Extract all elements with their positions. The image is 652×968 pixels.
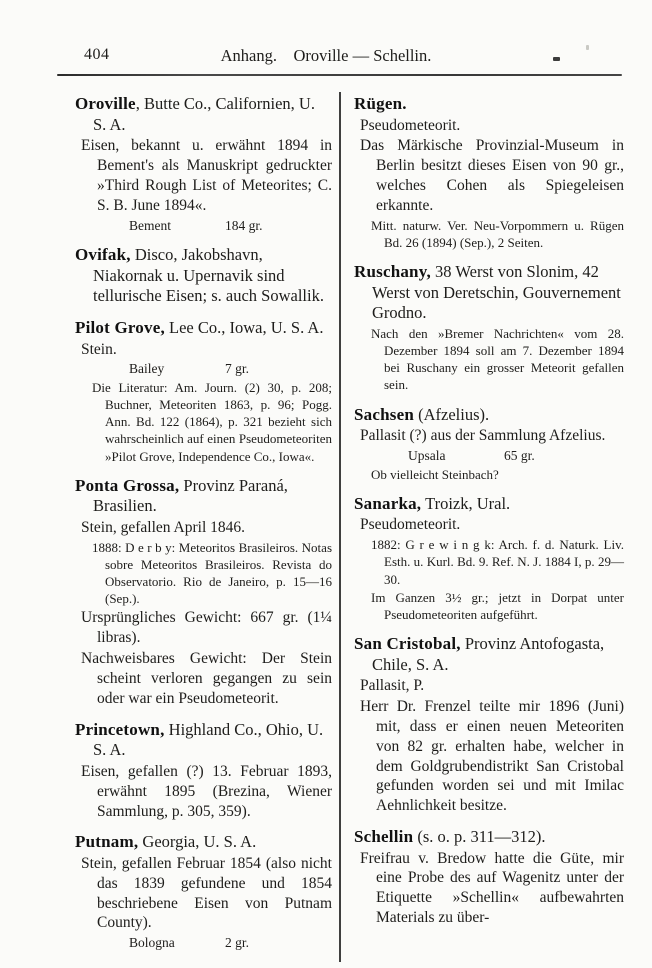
entry-heading [354, 404, 624, 426]
entry-body: Stein, gefallen Februar 1854 (also nicht das 1839 gefundene und 1854 beschriebene Eisen von Putnam County). [81, 854, 332, 932]
weight-value: 2 gr. [225, 935, 250, 951]
weight-value: 184 gr. [225, 217, 263, 233]
entry-note: Nach den »Bremer Nachrichten« vom 28. Dezember 1894 soll am 7. Dezember 1894 bei Ruschany ein grosser Meteorit gefallen sein. [371, 325, 624, 393]
right-column [354, 92, 624, 962]
entry-note: Im Ganzen 3½ gr.; jetzt in Dorpat unter Pseudometeoriten aufgeführt. [371, 589, 624, 622]
header-rule [57, 74, 622, 76]
page-number: 404 [84, 46, 110, 63]
entry-body: Pseudometeorit. [360, 516, 461, 534]
entry-note: Die Literatur: Am. Journ. (2) 30, p. 208; Buchner, Meteoriten 1863, p. 96; Pogg. Ann. Bd. 122 (1864), p. 321 bezieht sich wahrscheinlich auf einen Pseudometeoriten »Pilot Grove, Independence Co., Iowa«. [92, 379, 332, 464]
entry-heading [75, 475, 332, 517]
entry-body: Herr Dr. Frenzel teilte mir 1896 (Juni) mit, dass er einen neuen Meteoriten von 82 gr. erhalten habe, welcher in dem Goldgrubendistrikt San Cristobal gefunden worden sei und mit Imilac Aehnlichkeit besitze. [360, 698, 624, 815]
entry-body: Das Märkische Provinzial-Museum in Berlin besitzt dieses Eisen von 90 gr., welches Cohen als Spiegeleisen erkannte. [360, 137, 624, 214]
column-divider [339, 92, 341, 962]
entry-name: Princetown, [75, 719, 165, 739]
entry-body: Pallasit, P. [360, 677, 425, 695]
left-column [75, 92, 332, 962]
entry-locality: (Afzelius). [413, 404, 490, 424]
entry-locality: 38 Werst von Slonim, 42 Werst von Deretschin, Gouvernement Grodno. [372, 262, 621, 323]
entry-name: Oroville [75, 94, 136, 113]
running-title: Anhang. Oroville — Schellin. [220, 46, 432, 65]
entry-name: Pilot Grove, [75, 317, 165, 337]
weight-line [75, 934, 332, 952]
entry-schellin [354, 826, 624, 928]
entry-pilot-grove [75, 317, 332, 465]
entry-body: Pseudometeorit. [360, 116, 461, 134]
entry-heading [75, 317, 332, 339]
collection-name: Upsala [408, 448, 446, 464]
entry-locality: Disco, Jakobshavn, Niakornak u. Upernavik sind tellurische Eisen; s. auch Sowallik. [93, 245, 324, 306]
entry-note: Ob vielleicht Steinbach? [371, 466, 499, 482]
collection-name: Bailey [129, 361, 165, 377]
entry-heading [354, 261, 624, 324]
weight-value: 7 gr. [225, 361, 250, 377]
entry-ruschany [354, 261, 624, 394]
entry-note: Mitt. naturw. Ver. Neu-Vorpommern u. Rügen Bd. 26 (1894) (Sep.), 2 Seiten. [371, 217, 624, 250]
entry-locality: Troizk, Ural. [421, 493, 511, 513]
ink-speck [586, 45, 589, 50]
entry-locality: Provinz Paraná, Brasilien. [93, 475, 288, 516]
entry-ruegen [354, 93, 624, 251]
entry-name: San Cristobal, [354, 633, 461, 653]
entry-name: Putnam, [75, 832, 139, 852]
entry-name: Sachsen [354, 404, 414, 424]
entry-body: Freifrau v. Bredow hatte die Güte, mir eine Probe des auf Wagenitz unter der Etiquette »Schellin« aufbewahrten Materials zu über- [360, 849, 624, 927]
entry-princetown [75, 719, 332, 822]
weight-line [75, 217, 332, 235]
entry-sachsen [354, 404, 624, 483]
entry-locality: , Butte Co., Californien, U. S. A. [93, 94, 315, 134]
entry-oroville [75, 93, 332, 234]
entry-body: Ursprüngliches Gewicht: 667 gr. (1¼ libras). [81, 609, 332, 647]
entry-heading [354, 93, 624, 115]
entry-heading [354, 633, 624, 675]
entry-name: Ruschany, [354, 262, 431, 282]
entry-sanarka [354, 493, 624, 623]
entry-body: Eisen, gefallen (?) 13. Februar 1893, erwähnt 1895 (Brezina, Wiener Sammlung, p. 305, 359). [81, 762, 332, 820]
entry-name: Ovifak, [75, 245, 131, 265]
weight-value: 65 gr. [504, 448, 535, 464]
weight-line [75, 360, 332, 378]
entry-san-cristobal [354, 633, 624, 816]
entry-heading [75, 831, 332, 853]
entry-heading [75, 244, 332, 307]
entry-heading [75, 719, 332, 761]
entry-ponta-grossa [75, 475, 332, 709]
entry-heading [75, 93, 332, 135]
entry-body: Stein, gefallen April 1846. [81, 519, 246, 537]
entry-locality: (s. o. p. 311—312). [413, 827, 546, 847]
entry-heading [354, 493, 624, 515]
entry-putnam [75, 831, 332, 951]
entry-note: 1882: G r e w i n g k: Arch. f. d. Naturk. Liv. Esth. u. Kurl. Bd. 9. Ref. N. J. 1884 I, p. 29—30. [371, 537, 624, 587]
entry-locality: Provinz Antofogasta, Chile, S. A. [372, 633, 605, 674]
collection-name: Bement [129, 217, 171, 233]
entry-ovifak [75, 244, 332, 307]
entry-locality: Highland Co., Ohio, U. S. A. [93, 719, 324, 760]
entry-body: Nachweisbares Gewicht: Der Stein scheint verloren gegangen zu sein oder war ein Pseudometeorit. [81, 650, 332, 707]
entry-locality: Georgia, U. S. A. [138, 832, 257, 852]
entry-name: Sanarka, [354, 493, 422, 513]
entry-name: Ponta Grossa, [75, 475, 180, 495]
entry-body: Eisen, bekannt u. erwähnt 1894 in Bement's als Manuskript gedruckter »Third Rough List of Meteorites; C. S. B. June 1894«. [81, 137, 332, 214]
collection-name: Bologna [129, 935, 175, 951]
entry-body: Stein. [81, 340, 117, 358]
text-columns [75, 92, 624, 962]
weight-line [354, 447, 624, 465]
entry-body: Pallasit (?) aus der Sammlung Afzelius. [360, 427, 606, 445]
entry-locality: Lee Co., Iowa, U. S. A. [164, 317, 324, 337]
entry-note: 1888: D e r b y: Meteoritos Brasileiros. Notas sobre Meteoritos Brasileiros. Revista do Observatorio. Rio de Janeiro, p. 15—16 (Sep.). [92, 539, 332, 607]
entry-heading [354, 826, 624, 848]
entry-name: Schellin [354, 827, 414, 847]
ink-speck [553, 57, 560, 61]
entry-name: Rügen. [354, 94, 407, 113]
